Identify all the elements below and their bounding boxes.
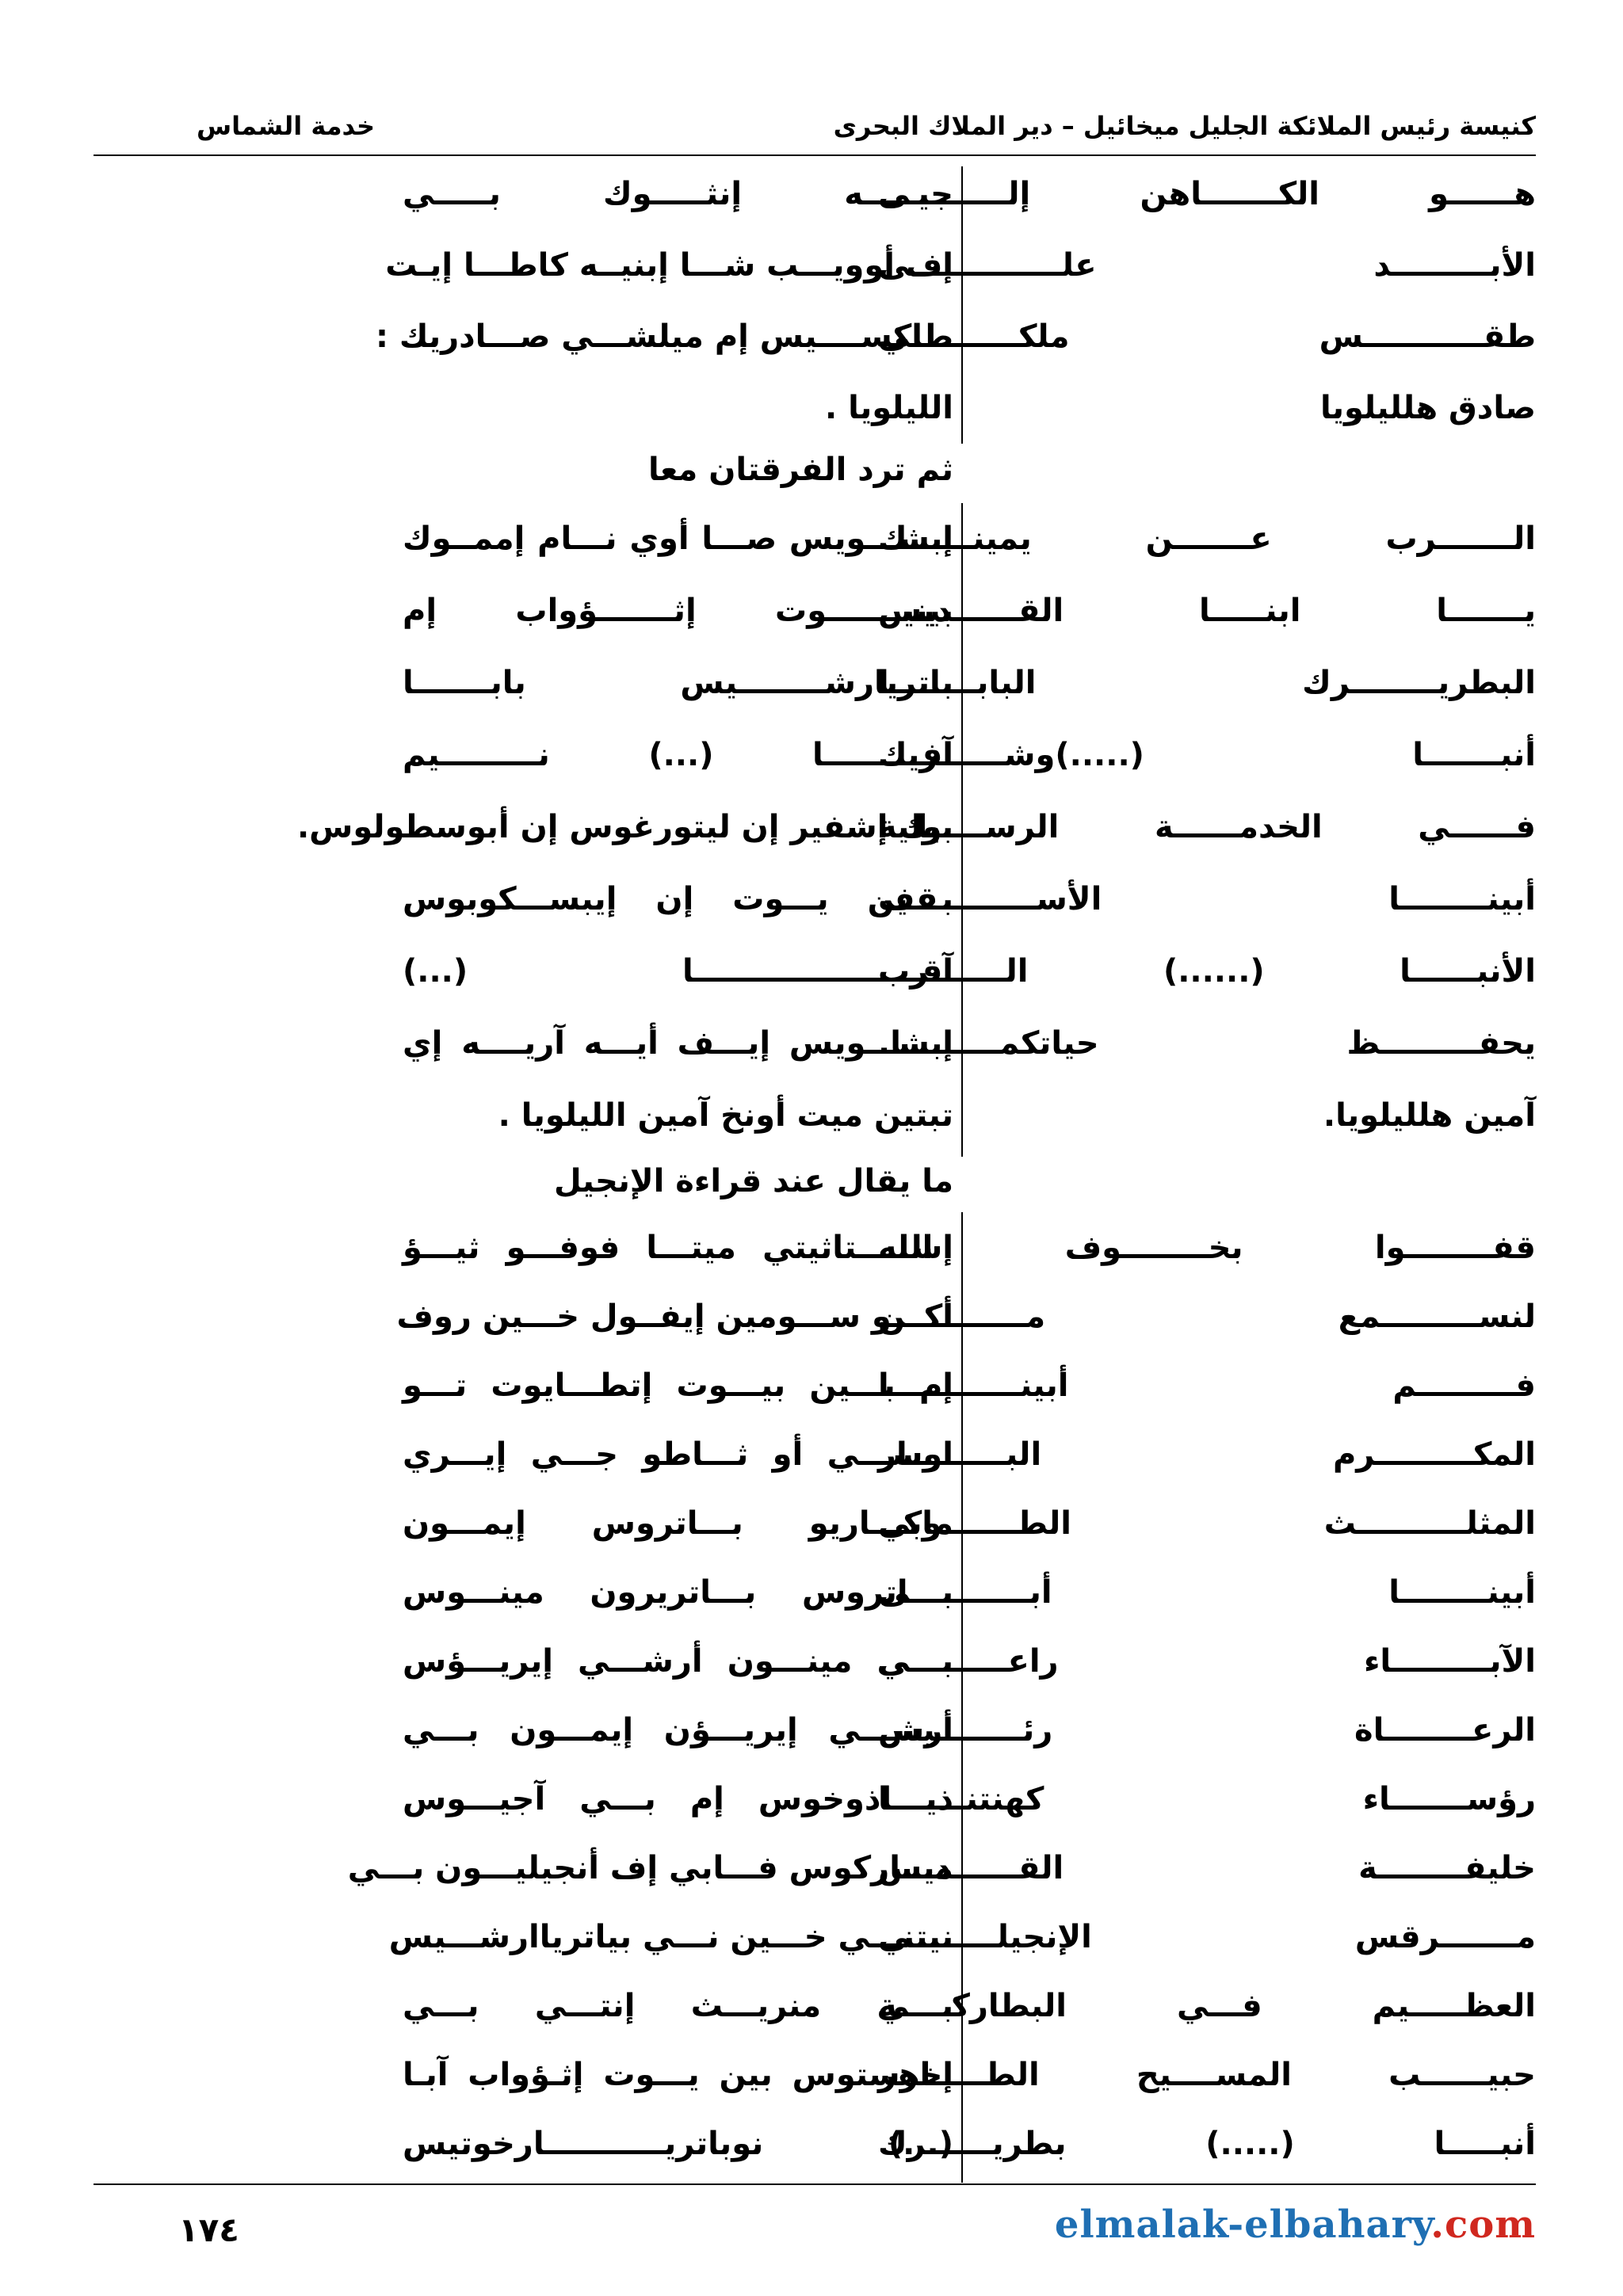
coptic-transliteration: بـــاتروس بـــاتريرون مينـــوس <box>403 1574 953 1611</box>
verse-row <box>0 372 1623 444</box>
coptic-transliteration: جيـــــه إنثـــــوك بـــــي <box>403 176 953 212</box>
verse-row <box>0 1080 1623 1151</box>
coptic-transliteration: إخرستوس بين يـــوت إثـؤواب آبـا <box>403 2057 953 2093</box>
arabic-verse: فـــــــــم أبينــــــــــــا <box>878 1367 1536 1404</box>
verse-row <box>0 1970 1623 2042</box>
hymn-section-3 <box>0 1212 1623 2183</box>
verse-row <box>0 301 1623 372</box>
verse-row <box>0 2108 1623 2180</box>
verse-row <box>0 1488 1623 1559</box>
verse-row <box>0 719 1623 791</box>
arabic-verse: قفــــــــوا بخــــــــوف الله <box>878 1230 1536 1266</box>
verse-row <box>0 1764 1623 1835</box>
verse-row <box>0 647 1623 719</box>
header-divider <box>94 154 1536 156</box>
arabic-verse: لنســـــــــمع مـــــــــــن <box>878 1299 1536 1335</box>
arabic-verse: المكـــــــــرم البـــــــــار <box>878 1436 1536 1473</box>
arabic-verse: المثلــــــــــث الطـــــــوبي <box>878 1505 1536 1542</box>
coptic-transliteration: اوســـي أو ثـــاطو جـــي إيـــري <box>403 1436 953 1473</box>
arabic-verse: البطريــــــــرك البابــــــــا <box>878 665 1536 701</box>
coptic-transliteration: مـــاركوس فـــابي إف أنجيليـــون بـــي <box>347 1850 953 1886</box>
verse-row <box>0 1695 1623 1766</box>
coptic-transliteration: ذيـــاذوخوس إم بـــي آجيـــوس <box>403 1781 953 1817</box>
arabic-verse: أبينــــــــا أبـــــــــــى <box>878 1574 1536 1611</box>
arabic-verse: الرعــــــــاة رئــــــــيس <box>878 1712 1536 1749</box>
coptic-transliteration: نيتنـــي خـــين نـــي بياترياارشـــيس <box>388 1919 953 1955</box>
site-logo <box>1055 2203 1536 2250</box>
coptic-transliteration: إبشـــويس صـــا أوي نـــام إممــوك <box>403 521 953 557</box>
verse-row <box>0 158 1623 230</box>
arabic-verse: الأبـــــــــد علــــــــــــــى <box>878 247 1536 284</box>
verse-row <box>0 2039 1623 2111</box>
logo-text: elmalak-elbahary <box>1054 2203 1431 2247</box>
coptic-transliteration: ماكـــاريو بـــاتروس إيمـــون <box>403 1505 953 1542</box>
verse-row <box>0 864 1623 935</box>
coptic-transliteration: بـــي منريـــث إنتـــي بـــي <box>403 1988 953 2024</box>
hymn-body <box>0 158 1623 2266</box>
verse-row <box>0 791 1623 863</box>
subheading-both-choirs: ثم ترد الفرقتان معا <box>647 452 953 488</box>
verse-row <box>0 1626 1623 1697</box>
hymn-section-1 <box>0 158 1623 444</box>
header-service-title: خدمة الشماس <box>197 111 376 141</box>
footer-divider <box>94 2183 1536 2185</box>
verse-row <box>0 230 1623 301</box>
arabic-verse: أنبـــــــا (.....)وشــــــريك <box>878 737 1536 773</box>
coptic-transliteration: (...) نوباتريـــــــــــارخوتيس <box>403 2126 953 2162</box>
arabic-verse: الـــــــرب عـــــــن يمينــــــك <box>878 521 1536 557</box>
verse-row <box>0 936 1623 1007</box>
arabic-verse: رؤســـــــاء كهنتنـــــــا <box>878 1781 1536 1817</box>
arabic-verse: العظـــــيم فـــي البطاركـــــة <box>878 1988 1536 2024</box>
arabic-verse: يحفـــــــــظ حياتكمـــــــــا. <box>878 1025 1536 1062</box>
verse-row <box>0 1008 1623 1079</box>
arabic-verse: مـــــــرقس الإنجيلــــــــي <box>878 1919 1536 1955</box>
arabic-verse: هــــــو الكـــــــاهن إلـــــــــى <box>878 176 1536 212</box>
page-number: ١٧٤ <box>178 2210 239 2249</box>
arabic-verse: خليفــــــــة القــــــديس <box>878 1850 1536 1886</box>
hymn-section-2 <box>0 503 1623 1157</box>
verse-row <box>0 1212 1623 1283</box>
coptic-transliteration: إف أوويـــب شـــا إبنيــه كاطـــا إيـت <box>385 247 953 284</box>
coptic-transliteration: الليلويا . <box>825 390 953 426</box>
arabic-verse: أنبـــــا (.....) بطريــــــرك <box>878 2126 1536 2162</box>
verse-row <box>0 1833 1623 1904</box>
coptic-transliteration: أكـــو ســـومين إيفــول خـــين روف <box>396 1299 953 1335</box>
verse-row <box>0 1419 1623 1490</box>
arabic-verse: يـــــــا ابنـــــا القــــــديس <box>878 593 1536 629</box>
coptic-transliteration: آقـــــــــــــــــــــا (...) <box>403 953 953 990</box>
page-header <box>0 0 1623 158</box>
verse-row <box>0 503 1623 574</box>
arabic-verse: صادق هلليلويا <box>1319 390 1536 426</box>
coptic-transliteration: تبتين ميت أونخ آمين الليلويا . <box>498 1097 953 1134</box>
coptic-transliteration: باتريارشــــــــيس بابـــــــا <box>403 665 953 701</box>
header-church-title: كنيسة رئيس الملائكة الجليل ميخائيل – دير الملاك البحرى <box>833 111 1536 141</box>
verse-row <box>0 575 1623 646</box>
coptic-transliteration: بيك إشفير إن ليتورغوس إن أبوسطولوس. <box>296 809 953 845</box>
arabic-verse: حبيــــــب المســــيح الطـــــاهر <box>878 2057 1536 2093</box>
verse-row <box>0 1901 1623 1973</box>
arabic-verse: فــــــي الخدمــــــة الرســــولية <box>878 809 1536 845</box>
arabic-verse: الأنبــــــا (......) الـــــــرب <box>878 953 1536 990</box>
coptic-transliteration: إم بـــين بيـــوت إتطـــايوت تـــو <box>403 1367 953 1404</box>
coptic-transliteration: إســـــتاثيتي ميتـــا فوفـــو ثيـــؤ <box>403 1230 953 1266</box>
coptic-transliteration: أرشـــي إيريـــؤن إيمـــون بـــي <box>403 1712 953 1749</box>
logo-tld: .com <box>1430 2203 1536 2247</box>
verse-row <box>0 1350 1623 1421</box>
coptic-transliteration: إبشـــويس إيـــف أيـــه آريــــه إي <box>403 1025 953 1062</box>
coptic-transliteration: بـــين يـــوت إن إيبســـكوبوس <box>403 881 953 917</box>
coptic-transliteration: آفـــــــــا (...) نـــــــــيم <box>403 737 953 773</box>
coptic-transliteration: بـــي مينـــون أرشـــي إيريـــؤس <box>403 1643 953 1680</box>
arabic-verse: الآبـــــــــاء راعـــــــــى <box>878 1643 1536 1680</box>
verse-row <box>0 1557 1623 1628</box>
verse-row <box>0 1281 1623 1352</box>
arabic-verse: آمين هلليلويا. <box>1323 1097 1536 1134</box>
arabic-verse: أبينــــــــا الأســـــــــقف <box>878 881 1536 917</box>
subheading-gospel-reading: ما يقال عند قراءة الإنجيل <box>553 1163 953 1199</box>
coptic-transliteration: طاكســــيس إم ميلشـــي صـــادريك : <box>375 318 953 355</box>
coptic-transliteration: بينيـــــــوت إثـــــــؤواب إم <box>403 593 953 629</box>
arabic-verse: طقـــــــــــس ملكــــــــــي <box>878 318 1536 355</box>
